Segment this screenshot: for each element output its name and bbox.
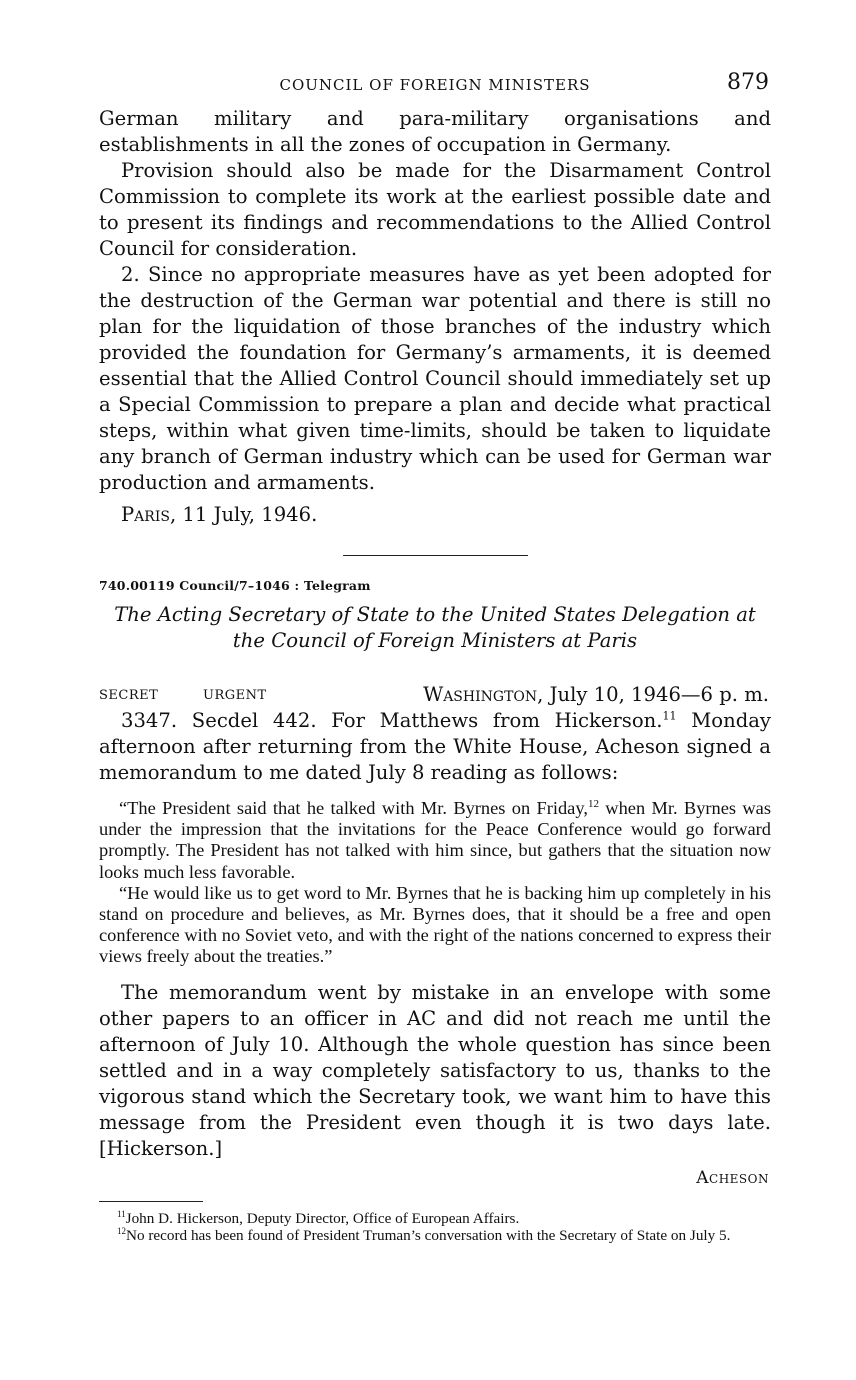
paragraph: 3347. Secdel 442. For Matthews from Hickerson.$^{11}$ Monday afternoon after returning from the White House, Acheson signed a memorandum to me dated July 8 reading as follows: (99, 709, 771, 784)
footnotes (99, 1210, 771, 1244)
paragraph: The memorandum went by mistake in an envelope with some other papers to an officer in AC and did not reach me until the afternoon of July 10. Although the whole question has since been settled and in a way completely satisfactory to us, thanks to the vigorous stand which the Secretary took, we want him to have this message from the President even though it is two days late. [Hickerson.] (99, 980, 771, 1160)
telegram-body (99, 708, 771, 786)
dateline-date: , July 10, 1946—6 p. m. (537, 683, 769, 706)
running-title: COUNCIL OF FOREIGN MINISTERS (279, 76, 591, 94)
telegram-header (99, 680, 771, 708)
place: Paris (121, 503, 170, 526)
place-date (99, 502, 771, 528)
quote-paragraph: “The President said that he talked with Mr. Byrnes on Friday,$^{12}$ when Mr. Byrnes was under the impression that the invitations for the Peace Conference would go forward promptly. The President has not talked with him since, but gathers that the situation now looks much less favorable. (99, 797, 771, 882)
signature: Acheson (696, 1167, 769, 1188)
quoted-memorandum (99, 798, 771, 968)
footnote: $^{11}$John D. Hickerson, Deputy Director, Office of European Affairs. (117, 1208, 520, 1227)
quote-paragraph: “He would like us to get word to Mr. Byrnes that he is backing him up completely in his stand on procedure and believes, as Mr. Byrnes does, that it should be a free and open conference with no Soviet veto, and with the right of the nations concerned to express their views freely about the treaties.” (99, 882, 771, 967)
document-title: The Acting Secretary of State to the United States Delegation at the Council of Foreign Ministers at Paris (114, 603, 756, 652)
footnote-ref: 11 (662, 709, 677, 723)
continuation-text (99, 106, 771, 528)
page-number: 879 (727, 70, 769, 95)
paragraph: Provision should also be made for the Disarmament Control Commission to complete its work at the earliest possible date and to present its findings and recommendations to the Allied Control Council for consideration. (99, 159, 771, 260)
document-page (99, 66, 771, 1244)
running-head (99, 66, 771, 106)
paragraph: German military and para-military organisations and establishments in all the zones of occupation in Germany. (99, 107, 771, 156)
paragraph: 2. Since no appropriate measures have as yet been adopted for the destruction of the German war potential and there is still no plan for the liquidation of those branches of the industry which provided the foundation for Germany’s armaments, it is deemed essential that the Allied Control Council should immediately set up a Special Commission to prepare a plan and decide what practical steps, within what given time-limits, should be taken to liquidate any branch of German industry which can be used for German war production and armaments. (99, 263, 771, 494)
dateline-place: Washington (423, 683, 538, 706)
section-divider (343, 555, 528, 556)
date: , 11 July, 1946. (169, 503, 318, 526)
footnote-ref: 12 (587, 797, 599, 810)
dateline (423, 683, 769, 706)
classification-urgent: URGENT (203, 688, 267, 703)
telegram-closing (99, 980, 771, 1162)
file-reference: 740.00119 Council/7–1046 : Telegram (99, 578, 371, 593)
classification-secret: SECRET (99, 688, 159, 703)
footnote-divider (99, 1201, 203, 1202)
footnote: $^{12}$No record has been found of President Truman’s conversation with the Secretary of State on July 5. (117, 1225, 731, 1244)
